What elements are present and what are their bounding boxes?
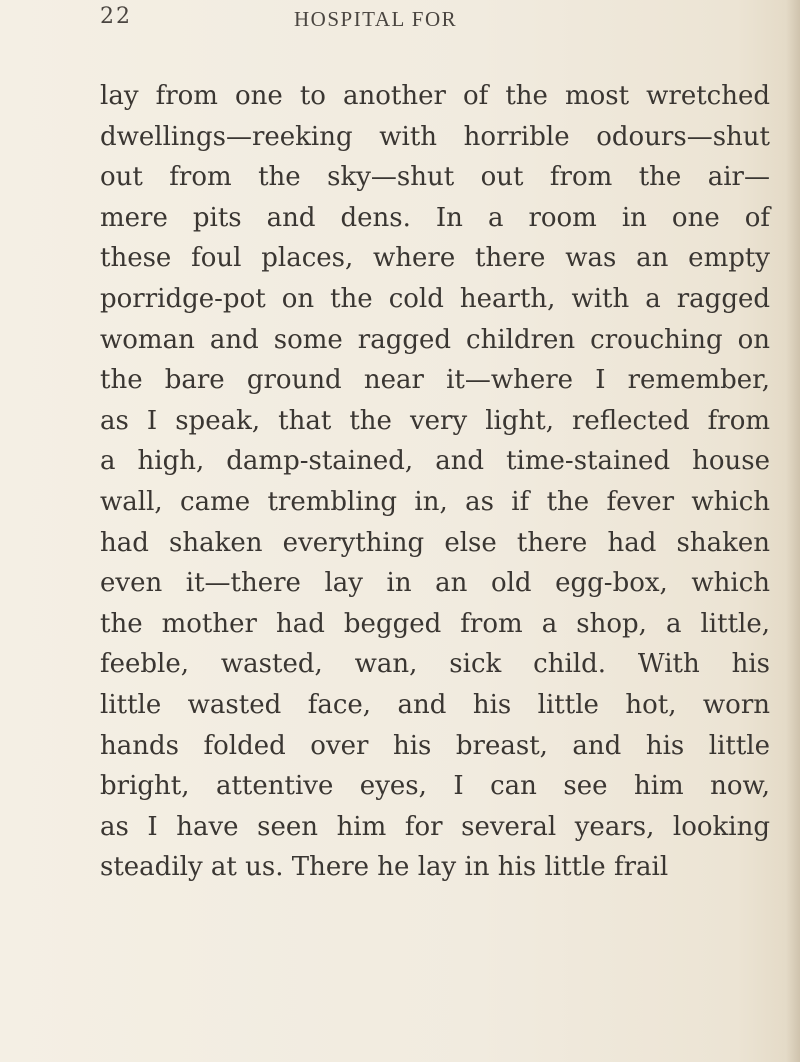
text-line: dwellings—reeking with horrible odours—shut [100,121,770,152]
page-header [0,4,800,34]
text-line: hands folded over his breast, and his little [100,730,770,761]
text-line: as I speak, that the very light, reflected from [100,405,770,436]
text-line: mere pits and dens. In a room in one of [100,202,770,233]
text-line: these foul places, where there was an empty [100,243,770,274]
text-line: had shaken everything else there had shaken [100,527,770,558]
page-number: 22 [100,4,132,29]
text-line: the mother had begged from a shop, a little, [100,608,770,639]
text-line: the bare ground near it—where I remember, [100,365,770,396]
text-line: wall, came trembling in, as if the fever which [100,486,770,517]
text-line: porridge-pot on the cold hearth, with a ragged [100,283,770,314]
text-line: steadily at us. There he lay in his little frail [100,852,669,883]
page-edge-shadow [786,0,800,1062]
text-line: out from the sky—shut out from the air— [100,162,770,193]
body-text [100,76,770,888]
text-line: even it—there lay in an old egg-box, which [100,568,770,599]
text-line: as I have seen him for several years, looking [100,811,770,842]
text-line: woman and some ragged children crouching on [100,324,770,355]
text-line: lay from one to another of the most wretched [100,81,770,111]
text-line: little wasted face, and his little hot, worn [100,689,770,720]
text-line: feeble, wasted, wan, sick child. With his [100,649,770,680]
text-line: a high, damp-stained, and time-stained house [100,446,770,477]
running-head: HOSPITAL FOR [294,7,458,31]
text-line: bright, attentive eyes, I can see him now, [100,771,770,802]
